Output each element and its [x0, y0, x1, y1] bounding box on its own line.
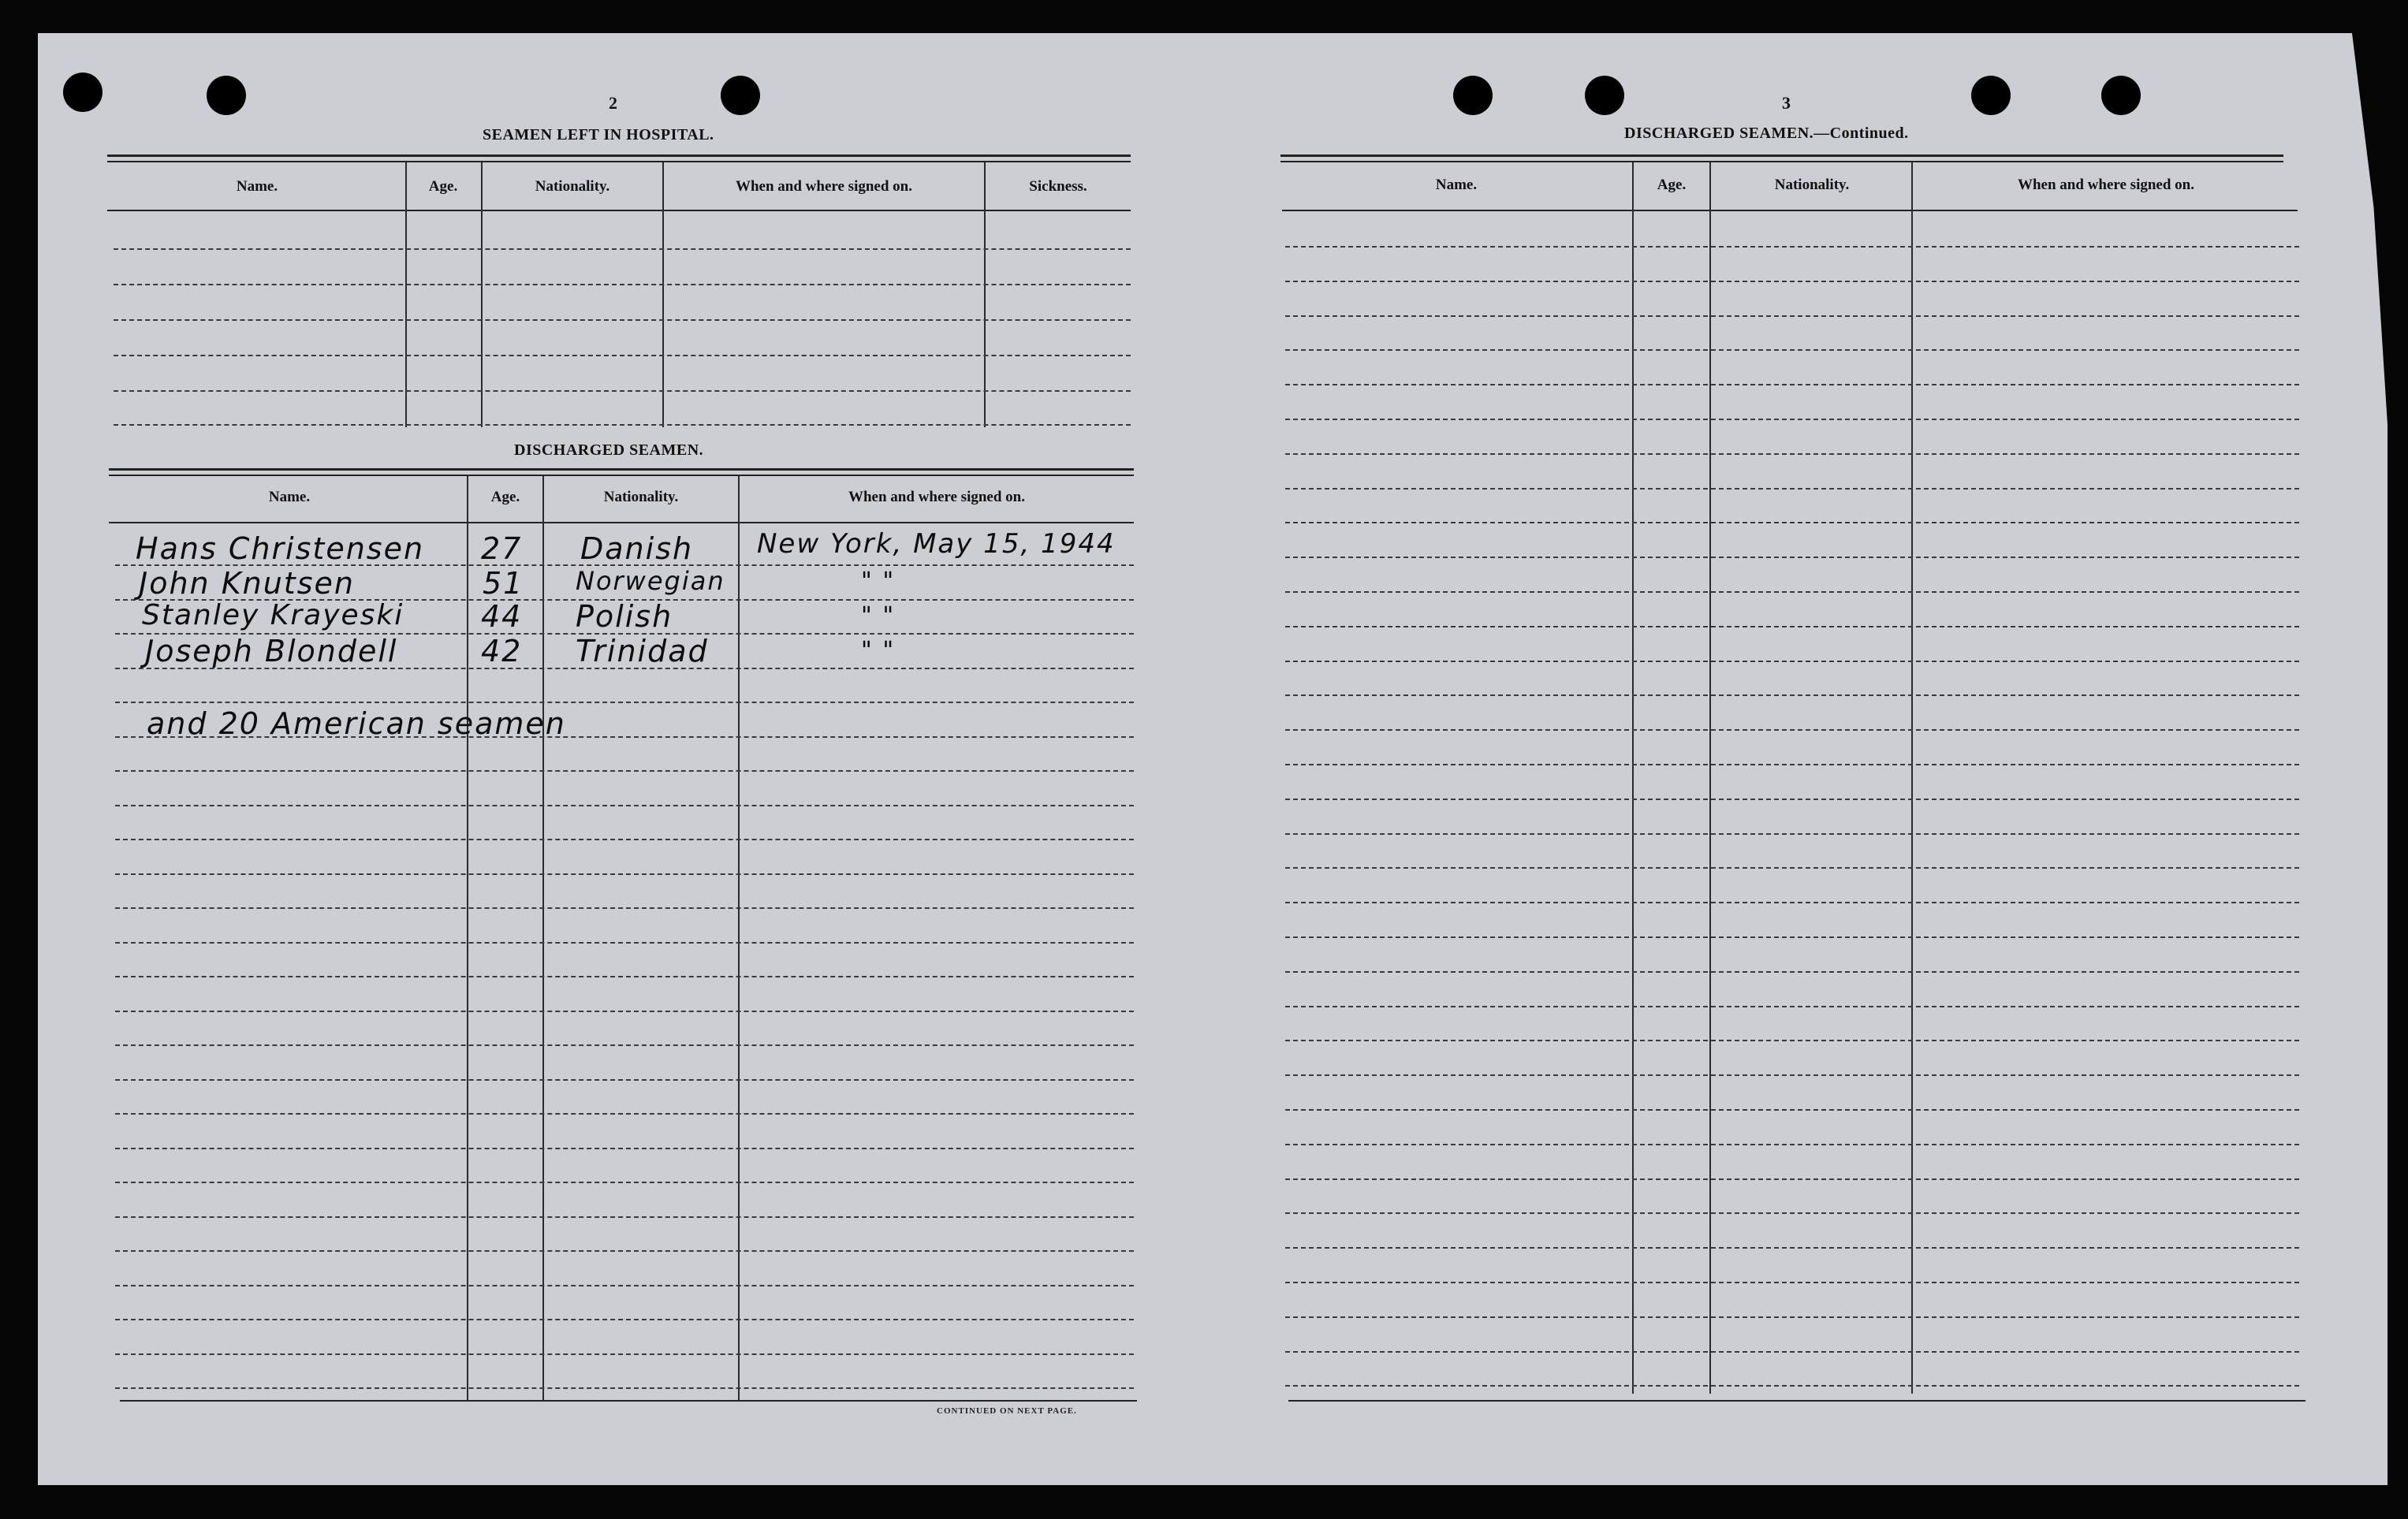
discharged-col-signed-on: When and where signed on. [848, 489, 1025, 505]
hospital-col-sickness: Sickness. [1029, 178, 1087, 195]
seaman-row-4-name: Joseph Blondell [145, 634, 398, 668]
document-sheet [38, 33, 2387, 1485]
dotted-row [114, 284, 1131, 285]
column-line [1632, 162, 1634, 1394]
dotted-row [1285, 764, 2299, 765]
discharged-col-age: Age. [490, 489, 520, 505]
dotted-row [1285, 384, 2299, 385]
dotted-row [1285, 1109, 2299, 1111]
header-underline [1282, 210, 2298, 211]
hospital-col-name: Name. [236, 178, 278, 195]
dotted-row [1285, 1178, 2299, 1180]
seaman-row-4-age: 42 [481, 634, 523, 668]
dotted-row [115, 1216, 1134, 1218]
dotted-row [115, 839, 1134, 840]
dotted-row [1285, 1040, 2299, 1041]
hospital-title: SEAMEN LEFT IN HOSPITAL. [483, 126, 714, 143]
seaman-row-2-age: 51 [483, 566, 524, 601]
column-line [984, 162, 986, 427]
dotted-row [115, 1387, 1134, 1389]
seaman-row-4-nationality: Trinidad [576, 634, 709, 668]
divider [107, 161, 1131, 162]
seaman-note: and 20 American seamen [147, 706, 566, 741]
dotted-row [115, 1250, 1134, 1252]
dotted-row [115, 770, 1134, 772]
dotted-row [1285, 453, 2299, 455]
dotted-row [114, 390, 1131, 392]
dotted-row [115, 1148, 1134, 1149]
dotted-row [1285, 1351, 2299, 1353]
seaman-row-1-signed-on: New York, May 15, 1944 [757, 528, 1116, 560]
divider [109, 468, 1134, 471]
dotted-row [1285, 315, 2299, 317]
dotted-row [1285, 281, 2299, 282]
dotted-row [115, 668, 1134, 669]
seaman-row-1-name: Hans Christensen [136, 531, 425, 566]
dotted-row [1285, 694, 2299, 696]
dotted-row [1285, 349, 2299, 351]
continued-title: DISCHARGED SEAMEN.—Continued. [1624, 125, 1909, 142]
dotted-row [1285, 419, 2299, 420]
header-underline [107, 210, 1131, 211]
column-line [405, 162, 407, 427]
column-line [467, 476, 468, 1402]
dotted-row [1285, 1282, 2299, 1283]
right-col-name: Name. [1435, 177, 1478, 193]
punch-hole [721, 76, 760, 115]
hospital-col-signed-on: When and where signed on. [735, 178, 912, 195]
right-col-nationality: Nationality. [1774, 177, 1850, 193]
seaman-row-3-nationality: Polish [576, 599, 673, 634]
dotted-row [1285, 557, 2299, 558]
bottom-rule [120, 1400, 1137, 1402]
dotted-row [115, 599, 1134, 601]
hospital-col-nationality: Nationality. [535, 178, 610, 195]
dotted-row [1285, 1074, 2299, 1076]
punch-hole [1585, 76, 1624, 115]
right-col-signed-on: When and where signed on. [2017, 177, 2194, 193]
dotted-row [1285, 1385, 2299, 1387]
punch-hole [207, 76, 246, 115]
dotted-row [115, 873, 1134, 875]
dotted-row [1285, 799, 2299, 800]
divider [109, 475, 1134, 476]
dotted-row [1285, 591, 2299, 593]
dotted-row [114, 319, 1131, 321]
punch-hole [2101, 76, 2141, 115]
dotted-row [115, 1285, 1134, 1286]
dotted-row [115, 805, 1134, 806]
dotted-row [1285, 971, 2299, 973]
dotted-row [1285, 1316, 2299, 1318]
dotted-row [1285, 1247, 2299, 1249]
dotted-row [115, 633, 1134, 635]
discharged-title: DISCHARGED SEAMEN. [514, 441, 704, 459]
dotted-row [1285, 833, 2299, 835]
dotted-row [115, 564, 1134, 566]
column-line [738, 476, 740, 1402]
dotted-row [115, 1113, 1134, 1115]
dotted-row [1285, 1006, 2299, 1007]
dotted-row [114, 248, 1131, 250]
header-underline [109, 522, 1134, 523]
column-line [481, 162, 483, 427]
dotted-row [1285, 867, 2299, 869]
dotted-row [114, 424, 1131, 426]
dotted-row [115, 1044, 1134, 1046]
dotted-row [1285, 522, 2299, 523]
dotted-row [115, 1182, 1134, 1183]
dotted-row [115, 1353, 1134, 1355]
column-line [1709, 162, 1711, 1394]
seaman-row-2-nationality: Norwegian [576, 566, 725, 596]
dotted-row [1285, 626, 2299, 627]
dotted-row [115, 1079, 1134, 1081]
seaman-row-1-nationality: Danish [580, 531, 694, 566]
column-line [662, 162, 664, 427]
page-number: 2 [609, 93, 617, 113]
seaman-row-1-age: 27 [481, 531, 523, 566]
dotted-row [1285, 902, 2299, 903]
divider [107, 155, 1131, 157]
seaman-row-3-signed-on: " " [861, 602, 896, 630]
seaman-row-3-age: 44 [481, 599, 523, 634]
punch-hole [1453, 76, 1493, 115]
dotted-row [1285, 729, 2299, 731]
seaman-row-4-signed-on: " " [861, 637, 896, 665]
seaman-row-2-name: John Knutsen [139, 566, 355, 601]
dotted-row [115, 1319, 1134, 1320]
dotted-row [1285, 1144, 2299, 1145]
discharged-col-nationality: Nationality. [603, 489, 679, 505]
dotted-row [1285, 246, 2299, 248]
punch-hole [63, 73, 103, 112]
seaman-row-3-name: Stanley Krayeski [142, 599, 404, 631]
dotted-row [1285, 936, 2299, 938]
bottom-rule [1288, 1400, 2305, 1402]
punch-hole [1971, 76, 2011, 115]
column-line [1911, 162, 1913, 1394]
discharged-col-name: Name. [268, 489, 311, 505]
seaman-row-2-signed-on: " " [861, 568, 896, 595]
dotted-row [115, 907, 1134, 909]
right-col-age: Age. [1657, 177, 1687, 193]
divider [1280, 161, 2283, 162]
dotted-row [115, 1011, 1134, 1012]
continued-note: CONTINUED ON NEXT PAGE. [937, 1406, 1077, 1416]
dotted-row [115, 736, 1134, 738]
divider [1280, 155, 2283, 157]
dotted-row [115, 976, 1134, 977]
dotted-row [1285, 661, 2299, 662]
dotted-row [114, 355, 1131, 356]
page-number: 3 [1782, 93, 1791, 113]
dotted-row [1285, 488, 2299, 490]
column-line [542, 476, 544, 1402]
dotted-row [115, 702, 1134, 703]
dotted-row [1285, 1212, 2299, 1214]
hospital-col-age: Age. [428, 178, 458, 195]
dotted-row [115, 942, 1134, 944]
